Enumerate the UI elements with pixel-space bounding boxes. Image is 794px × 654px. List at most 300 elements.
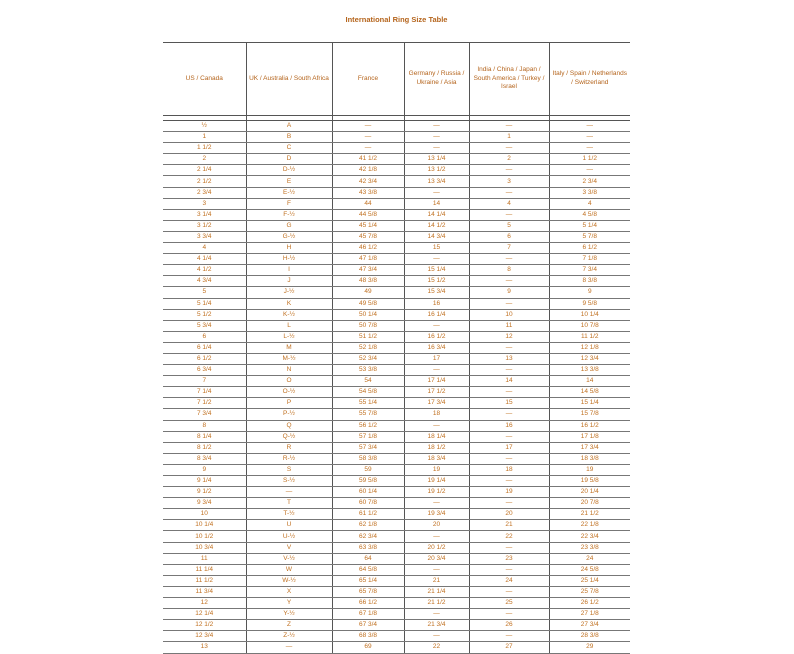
table-cell: 20 [404,520,469,531]
table-cell: 6 1/2 [549,243,630,254]
table-cell: 25 1/4 [549,575,630,586]
table-cell: — [404,609,469,620]
table-cell: — [246,642,332,653]
table-cell: 51 1/2 [332,331,404,342]
table-cell: 20 7/8 [549,498,630,509]
table-cell: 2 [163,154,246,165]
table-cell: — [404,420,469,431]
ring-size-table [163,42,630,654]
table-cell: 13 [163,642,246,653]
table-cell: 10 3/4 [163,542,246,553]
header-italy-spain: Italy / Spain / Netherlands / Switzerland [549,43,630,116]
table-cell: 14 [549,376,630,387]
table-cell: 4 [163,243,246,254]
table-cell: 11 1/2 [163,575,246,586]
table-cell: Q-½ [246,431,332,442]
table-cell: 57 1/8 [332,431,404,442]
table-cell: 14 1/2 [404,220,469,231]
table-cell: 6 1/4 [163,342,246,353]
table-cell: 20 1/4 [549,487,630,498]
table-cell: 5 [469,220,549,231]
table-cell: 21 1/2 [549,509,630,520]
table-cell: — [404,254,469,265]
table-cell: 26 1/2 [549,598,630,609]
table-row [163,254,630,265]
header-us-canada: US / Canada [163,43,246,116]
table-row [163,398,630,409]
table-cell: Y-½ [246,609,332,620]
table-cell: X [246,586,332,597]
table-cell: 44 5/8 [332,209,404,220]
table-row [163,598,630,609]
table-cell: 60 7/8 [332,498,404,509]
table-cell: 13 3/4 [404,176,469,187]
table-cell: 4 [469,198,549,209]
table-cell: Z [246,620,332,631]
table-cell: 2 3/4 [549,176,630,187]
table-cell: — [469,143,549,154]
table-cell: 9 [163,464,246,475]
table-cell: 11 1/2 [549,331,630,342]
table-row [163,287,630,298]
table-row [163,265,630,276]
table-cell: 27 1/8 [549,609,630,620]
table-cell: — [549,132,630,143]
table-cell: 6 [163,331,246,342]
table-row [163,520,630,531]
table-row [163,531,630,542]
table-row [163,231,630,242]
table-cell: P-½ [246,409,332,420]
table-cell: 12 1/8 [549,342,630,353]
table-cell: 63 3/8 [332,542,404,553]
table-cell: — [404,365,469,376]
table-cell: N [246,365,332,376]
table-cell: 3 3/4 [163,231,246,242]
table-cell: — [404,531,469,542]
table-cell: 59 5/8 [332,476,404,487]
table-row [163,376,630,387]
table-cell: 50 7/8 [332,320,404,331]
table-row [163,220,630,231]
table-cell: 6 3/4 [163,365,246,376]
table-row [163,509,630,520]
table-cell: 16 [469,420,549,431]
table-cell: 7 [163,376,246,387]
table-cell: T [246,498,332,509]
table-cell: 18 [469,464,549,475]
table-cell: 24 [549,553,630,564]
table-row [163,276,630,287]
table-cell: 69 [332,642,404,653]
table-cell: 8 [163,420,246,431]
table-cell: 19 1/4 [404,476,469,487]
table-cell: 23 3/8 [549,542,630,553]
table-cell: 7 [469,243,549,254]
table-cell: 54 [332,376,404,387]
table-cell: S-½ [246,476,332,487]
table-cell: 1 [163,132,246,143]
table-cell: 25 7/8 [549,586,630,597]
table-cell: 22 3/4 [549,531,630,542]
table-row [163,631,630,642]
table-cell: — [469,187,549,198]
table-cell: 14 1/4 [404,209,469,220]
table-cell: 5 7/8 [549,231,630,242]
table-cell: — [469,409,549,420]
table-cell: — [404,320,469,331]
table-cell: — [246,487,332,498]
table-cell: 17 3/4 [404,398,469,409]
table-cell: G-½ [246,231,332,242]
header-france: France [332,43,404,116]
table-cell: 8 [469,265,549,276]
table-cell: 54 5/8 [332,387,404,398]
table-cell: 65 1/4 [332,575,404,586]
table-cell: 1 1/2 [549,154,630,165]
table-cell: 21 [469,520,549,531]
table-row [163,187,630,198]
table-row [163,409,630,420]
table-row [163,542,630,553]
table-cell: 14 3/4 [404,231,469,242]
table-cell: 21 1/2 [404,598,469,609]
table-cell: 2 1/2 [163,176,246,187]
table-cell: 45 7/8 [332,231,404,242]
table-cell: — [404,143,469,154]
table-cell: 49 [332,287,404,298]
table-cell: 4 1/2 [163,265,246,276]
table-cell: — [469,631,549,642]
table-cell: 11 [469,320,549,331]
table-cell: — [469,609,549,620]
table-cell: 21 [404,575,469,586]
table-cell: 29 [549,642,630,653]
table-cell: — [469,121,549,132]
table-cell: 57 3/4 [332,442,404,453]
table-cell: 3 [163,198,246,209]
table-row [163,298,630,309]
table-cell: S [246,464,332,475]
table-cell: 15 1/4 [549,398,630,409]
table-cell: — [332,132,404,143]
table-cell: 4 5/8 [549,209,630,220]
table-cell: 43 3/8 [332,187,404,198]
table-cell: 9 5/8 [549,298,630,309]
table-cell: G [246,220,332,231]
table-cell: 13 3/8 [549,365,630,376]
table-row [163,487,630,498]
table-cell: 15 [404,243,469,254]
table-row [163,387,630,398]
table-cell: 5 3/4 [163,320,246,331]
table-cell: O [246,376,332,387]
table-cell: 19 3/4 [404,509,469,520]
table-row [163,342,630,353]
table-cell: U-½ [246,531,332,542]
table-cell: 27 3/4 [549,620,630,631]
table-cell: W-½ [246,575,332,586]
table-cell: 12 3/4 [163,631,246,642]
table-cell: 8 1/2 [163,442,246,453]
table-cell: — [469,365,549,376]
table-cell: 3 1/2 [163,220,246,231]
table-cell: L [246,320,332,331]
table-cell: 4 3/4 [163,276,246,287]
table-row [163,320,630,331]
table-cell: 20 [469,509,549,520]
table-cell: J-½ [246,287,332,298]
table-cell: — [549,165,630,176]
table-cell: 12 3/4 [549,353,630,364]
table-cell: W [246,564,332,575]
table-cell: 14 [404,198,469,209]
table-row [163,243,630,254]
table-cell: 46 1/2 [332,243,404,254]
table-cell: 14 5/8 [549,387,630,398]
table-cell: M-½ [246,353,332,364]
table-row [163,642,630,653]
table-cell: 62 1/8 [332,520,404,531]
table-cell: I [246,265,332,276]
table-cell: 12 [163,598,246,609]
table-cell: Z-½ [246,631,332,642]
table-row [163,498,630,509]
ring-size-document [163,0,630,654]
table-cell: 18 1/2 [404,442,469,453]
table-cell: — [469,542,549,553]
table-cell: 68 3/8 [332,631,404,642]
table-cell: 42 1/8 [332,165,404,176]
table-row [163,365,630,376]
table-cell: 17 [469,442,549,453]
table-cell: 7 3/4 [163,409,246,420]
table-cell: 52 3/4 [332,353,404,364]
table-cell: — [404,564,469,575]
table-row [163,609,630,620]
table-row [163,586,630,597]
table-cell: 15 3/4 [404,287,469,298]
table-cell: 9 3/4 [163,498,246,509]
table-cell: 55 1/4 [332,398,404,409]
table-row [163,453,630,464]
table-cell: F [246,198,332,209]
table-cell: — [332,121,404,132]
table-cell: 28 3/8 [549,631,630,642]
table-cell: 15 1/4 [404,265,469,276]
table-cell: 3 3/8 [549,187,630,198]
table-cell: 4 1/4 [163,254,246,265]
table-cell: 50 1/4 [332,309,404,320]
table-cell: — [469,453,549,464]
table-cell: 60 1/4 [332,487,404,498]
table-cell: 11 3/4 [163,586,246,597]
table-cell: 67 3/4 [332,620,404,631]
table-cell: 5 1/4 [549,220,630,231]
table-cell: 9 [549,287,630,298]
table-cell: 15 7/8 [549,409,630,420]
table-cell: 42 3/4 [332,176,404,187]
table-cell: 53 3/8 [332,365,404,376]
table-cell: H [246,243,332,254]
table-cell: 3 1/4 [163,209,246,220]
table-cell: 23 [469,553,549,564]
table-cell: 17 3/4 [549,442,630,453]
table-cell: 21 1/4 [404,586,469,597]
table-cell: 21 3/4 [404,620,469,631]
table-cell: — [404,121,469,132]
table-cell: 9 1/4 [163,476,246,487]
table-cell: 16 1/2 [404,331,469,342]
table-cell: 13 1/2 [404,165,469,176]
table-cell: A [246,121,332,132]
table-cell: 5 [163,287,246,298]
table-cell: — [332,143,404,154]
header-uk-australia: UK / Australia / South Africa [246,43,332,116]
table-cell: 5 1/2 [163,309,246,320]
table-cell: 18 [404,409,469,420]
table-cell: 64 [332,553,404,564]
table-cell: 59 [332,464,404,475]
table-cell: 15 [469,398,549,409]
table-row [163,331,630,342]
table-row [163,620,630,631]
table-cell: J [246,276,332,287]
table-cell: 24 5/8 [549,564,630,575]
table-cell: 10 1/2 [163,531,246,542]
table-cell: — [469,431,549,442]
table-cell: H-½ [246,254,332,265]
table-cell: 1 [469,132,549,143]
table-cell: 64 5/8 [332,564,404,575]
table-cell: 6 1/2 [163,353,246,364]
table-cell: 19 1/2 [404,487,469,498]
table-cell: 18 3/4 [404,453,469,464]
table-cell: — [469,209,549,220]
table-row [163,132,630,143]
table-cell: 7 1/4 [163,387,246,398]
table-cell: 9 1/2 [163,487,246,498]
table-cell: V-½ [246,553,332,564]
table-cell: U [246,520,332,531]
table-cell: 16 1/2 [549,420,630,431]
table-row [163,420,630,431]
table-cell: — [469,564,549,575]
table-cell: 16 1/4 [404,309,469,320]
table-cell: 8 3/4 [163,453,246,464]
table-cell: 26 [469,620,549,631]
table-cell: 11 [163,553,246,564]
table-cell: — [469,498,549,509]
table-cell: — [549,121,630,132]
table-cell: 7 1/8 [549,254,630,265]
table-cell: 10 1/4 [163,520,246,531]
table-cell: — [469,387,549,398]
table-cell: P [246,398,332,409]
table-cell: 5 1/4 [163,298,246,309]
table-cell: E [246,176,332,187]
table-cell: 19 [404,464,469,475]
table-cell: 19 [549,464,630,475]
table-cell: O-½ [246,387,332,398]
table-cell: 20 3/4 [404,553,469,564]
table-cell: 2 3/4 [163,187,246,198]
table-cell: 66 1/2 [332,598,404,609]
table-cell: 47 1/8 [332,254,404,265]
table-cell: K-½ [246,309,332,320]
table-cell: 25 [469,598,549,609]
table-row [163,209,630,220]
table-cell: 10 1/4 [549,309,630,320]
table-cell: 3 [469,176,549,187]
table-title: International Ring Size Table [345,15,448,24]
header-row [163,43,630,116]
table-cell: C [246,143,332,154]
table-cell: 45 1/4 [332,220,404,231]
table-cell: 9 [469,287,549,298]
table-cell: Q [246,420,332,431]
table-cell: F-½ [246,209,332,220]
table-cell: Y [246,598,332,609]
table-cell: — [469,298,549,309]
table-cell: — [404,631,469,642]
table-cell: K [246,298,332,309]
table-cell: 55 7/8 [332,409,404,420]
table-cell: V [246,542,332,553]
table-cell: 10 [469,309,549,320]
table-cell: 65 7/8 [332,586,404,597]
table-cell: 14 [469,376,549,387]
table-cell: 52 1/8 [332,342,404,353]
table-cell: 7 1/2 [163,398,246,409]
table-cell: — [404,498,469,509]
header-germany-russia: Germany / Russia / Ukraine / Asia [404,43,469,116]
table-cell: 18 3/8 [549,453,630,464]
table-cell: 12 1/4 [163,609,246,620]
table-row [163,353,630,364]
table-row [163,564,630,575]
table-cell: 8 3/8 [549,276,630,287]
table-cell: 17 1/4 [404,376,469,387]
table-row [163,476,630,487]
table-row [163,431,630,442]
table-cell: 10 7/8 [549,320,630,331]
table-cell: 12 [469,331,549,342]
table-cell: 8 1/4 [163,431,246,442]
table-cell: R-½ [246,453,332,464]
header-india-china-japan: India / China / Japan / South America / Turkey / Israel [469,43,549,116]
table-cell: 17 1/8 [549,431,630,442]
table-cell: 20 1/2 [404,542,469,553]
table-cell: 48 3/8 [332,276,404,287]
table-cell: 44 [332,198,404,209]
table-row [163,442,630,453]
table-cell: 27 [469,642,549,653]
table-cell: — [469,254,549,265]
table-cell: 24 [469,575,549,586]
table-cell: 16 3/4 [404,342,469,353]
table-cell: 11 1/4 [163,564,246,575]
table-cell: — [469,165,549,176]
table-cell: 2 1/4 [163,165,246,176]
table-cell: 67 1/8 [332,609,404,620]
table-cell: — [469,276,549,287]
table-cell: 15 1/2 [404,276,469,287]
table-cell: 7 3/4 [549,265,630,276]
table-cell: L-½ [246,331,332,342]
table-cell: M [246,342,332,353]
table-cell: 56 1/2 [332,420,404,431]
